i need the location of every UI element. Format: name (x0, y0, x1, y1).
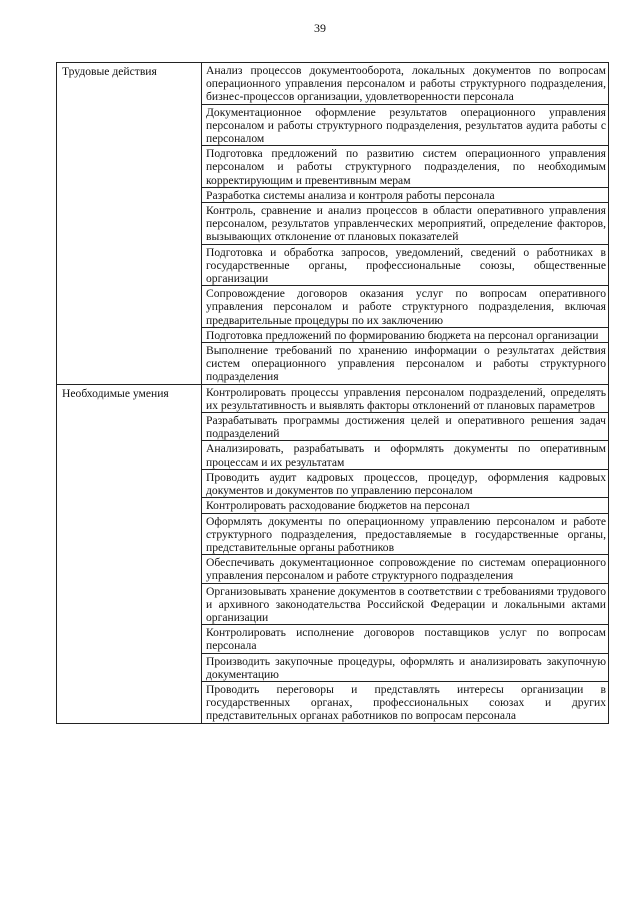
table-row (57, 384, 609, 412)
table-cell-item: Организовывать хранение документов в соответствии с требованиями трудового и архивного законодательства Российской Федерации и локальными актами организации (202, 583, 609, 625)
table-cell-item: Контроль, сравнение и анализ процессов в области оперативного управления персоналом, результатов управленческих мероприятий, определение факторов, вызывающих отклонение от плановых показателей (202, 203, 609, 245)
table-cell-item: Подготовка предложений по формированию бюджета на персонал организации (202, 327, 609, 342)
table-cell-item: Анализ процессов документооборота, локальных документов по вопросам операционного управления персоналом и работы структурного подразделения, бизнес-процессов организации, удовлетворенности персонала (202, 63, 609, 105)
table-cell-item: Контролировать процессы управления персоналом подразделений, определять их результативность и выявлять факторы отклонений от плановых параметров (202, 384, 609, 412)
table-cell-item: Контролировать расходование бюджетов на персонал (202, 498, 609, 513)
table-cell-item: Выполнение требований по хранению информации о результатах действия систем операционного управления персоналом и работы структурного подразделения (202, 343, 609, 385)
table-cell-item: Производить закупочные процедуры, оформлять и анализировать закупочную документацию (202, 653, 609, 681)
table-cell-item: Документационное оформление результатов операционного управления персоналом и работы структурного подразделения, результатов аудита работы с персоналом (202, 104, 609, 146)
table-cell-item: Контролировать исполнение договоров поставщиков услуг по вопросам персонала (202, 625, 609, 653)
table-cell-item: Разрабатывать программы достижения целей и оперативного решения задач подразделений (202, 413, 609, 441)
table-row (57, 63, 609, 105)
page-number: 39 (314, 21, 326, 35)
section-label: Трудовые действия (57, 63, 202, 385)
table-cell-item: Проводить переговоры и представлять интересы организации в государственных органах, профессиональных союзах и других представительных органах работников по вопросам персонала (202, 681, 609, 723)
table-cell-item: Оформлять документы по операционному управлению персоналом и работе структурного подразделения, предоставляемые в государственные органы, представительные органы работников (202, 513, 609, 555)
table-cell-item: Подготовка предложений по развитию систем операционного управления персоналом и работы структурного подразделения, по необходимым корректирующим и превентивным мерам (202, 146, 609, 188)
table-cell-item: Обеспечивать документационное сопровождение по системам операционного управления персоналом и работе структурного подразделения (202, 555, 609, 583)
table-cell-item: Разработка системы анализа и контроля работы персонала (202, 187, 609, 202)
table-cell-item: Анализировать, разрабатывать и оформлять документы по оперативным процессам и их результатам (202, 441, 609, 469)
table-cell-item: Проводить аудит кадровых процессов, процедур, оформления кадровых документов и документов по управлению персоналом (202, 469, 609, 497)
section-label: Необходимые умения (57, 384, 202, 723)
table-cell-item: Подготовка и обработка запросов, уведомлений, сведений о работниках в государственные органы, профессиональные союзы, общественные организации (202, 244, 609, 286)
competency-table (56, 62, 609, 724)
table-cell-item: Сопровождение договоров оказания услуг по вопросам оперативного управления персоналом и работе структурного подразделения, включая предварительные процедуры по их заключению (202, 286, 609, 328)
table-body (57, 63, 609, 724)
